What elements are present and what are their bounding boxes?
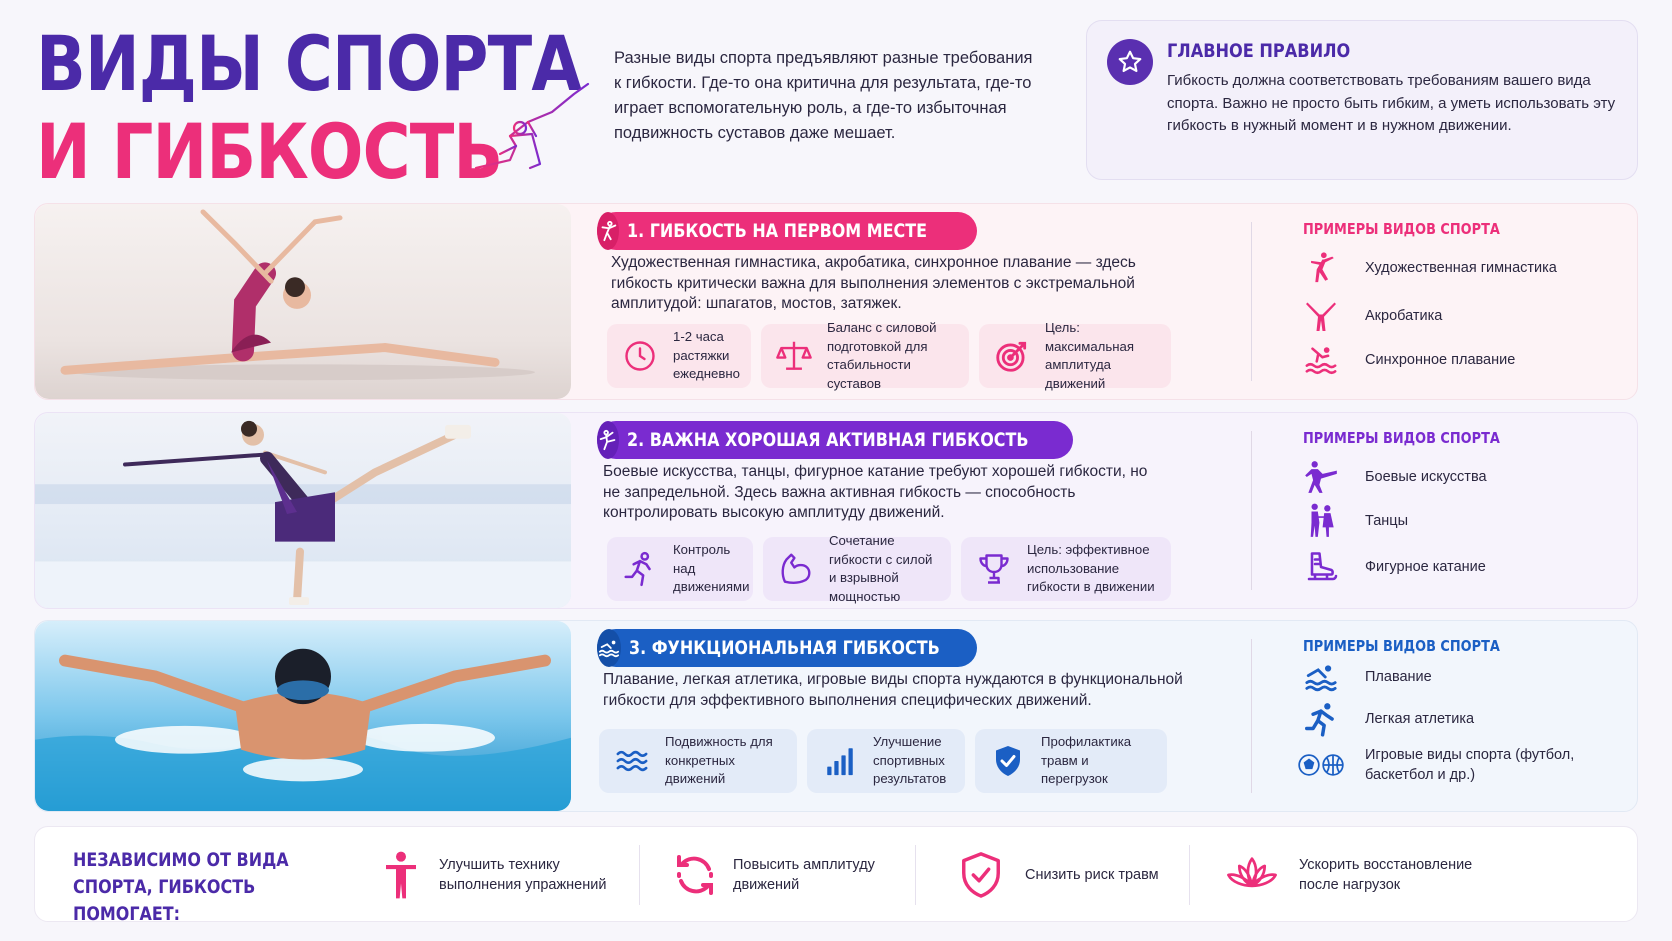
main-rule-card: [1086, 20, 1638, 180]
benefit-text: Ускорить восстановление после нагрузок: [1299, 857, 1473, 893]
feature-list: [607, 320, 1171, 391]
feature-card: [599, 729, 797, 793]
shield-check-icon: [985, 738, 1031, 784]
feature-text: Контроль над движениями: [673, 542, 750, 595]
lotus-icon: [1223, 849, 1281, 901]
section-title: 3. ФУНКЦИОНАЛЬНАЯ ГИБКОСТЬ: [629, 637, 940, 659]
title-line-1: ВИДЫ СПОРТА: [36, 19, 582, 108]
section-title-pill: [597, 629, 977, 667]
example-text: Фигурное катание: [1365, 559, 1486, 575]
section-description: Художественная гимнастика, акробатика, синхронное плавание — здесь гибкость критически важна для выполнения элементов с экстремальной амплитудой: шпагатов, мостов, затяжек.: [611, 254, 1136, 312]
section-title-pill: [597, 421, 1073, 459]
example-text: Танцы: [1365, 513, 1409, 529]
divider: [639, 845, 640, 905]
example-item: [1297, 501, 1408, 541]
benefit-item: [671, 827, 911, 923]
feature-text: Подвижность для конкретных движений: [665, 734, 773, 787]
divider: [1189, 845, 1190, 905]
balls-icon: [1297, 745, 1345, 785]
section-functional-flexibility: [34, 620, 1638, 812]
benefit-text: Повысить амплитуду движений: [733, 857, 875, 893]
figure-skater-photo: [35, 413, 571, 608]
feature-text: Улучшение спортивных результатов: [873, 734, 947, 787]
feature-text: Цель: эффективное использование гибкости в движении: [1027, 542, 1155, 595]
feature-card: [961, 537, 1171, 601]
feature-list: [599, 729, 1167, 793]
feature-card: [607, 537, 753, 601]
feature-text: Профилактика травм и перегрузок: [1041, 734, 1132, 787]
divider: [915, 845, 916, 905]
rule-title: ГЛАВНОЕ ПРАВИЛО: [1167, 40, 1351, 62]
feature-text: Баланс с силовой подготовкой для стабильности суставов: [827, 320, 937, 391]
example-text: Плавание: [1365, 669, 1432, 685]
example-text: Художественная гимнастика: [1365, 260, 1557, 276]
example-item: [1297, 657, 1432, 697]
example-text: Легкая атлетика: [1365, 711, 1475, 727]
examples-title: ПРИМЕРЫ ВИДОВ СПОРТА: [1303, 220, 1500, 238]
example-text: Игровые виды спорта (футбол, баскетбол и др.): [1365, 747, 1575, 783]
feature-card: [607, 324, 751, 388]
person-icon: [381, 849, 421, 901]
benefit-text: Улучшить технику выполнения упражнений: [439, 857, 607, 893]
section-description: Боевые искусства, танцы, фигурное катание требуют хорошей гибкости, но не запредельной. Здесь важна активная гибкость — способность контролировать высокую амплитуду движений.: [603, 463, 1148, 521]
divider: [1251, 431, 1252, 590]
example-item: [1297, 457, 1487, 497]
examples-title: ПРИМЕРЫ ВИДОВ СПОРТА: [1303, 637, 1500, 655]
example-item: [1297, 699, 1474, 739]
acrobatics-icon: [1297, 296, 1345, 336]
clock-icon: [617, 333, 663, 379]
example-item: [1297, 296, 1442, 336]
rhythmic-gymnastics-icon: [1297, 248, 1345, 288]
example-item: [1297, 248, 1557, 288]
section-title-pill: [597, 212, 977, 250]
trophy-icon: [971, 546, 1017, 592]
swimming-icon: [1297, 657, 1345, 697]
feature-card: [975, 729, 1167, 793]
example-text: Боевые искусства: [1365, 469, 1487, 485]
feature-text: Сочетание гибкости с силой и взрывной мощностью: [829, 533, 933, 604]
scales-icon: [771, 333, 817, 379]
dancer-icon: [597, 421, 619, 459]
martial-arts-icon: [1297, 457, 1345, 497]
athletics-runner-icon: [1297, 699, 1345, 739]
feature-card: [979, 320, 1171, 391]
section-title: 2. ВАЖНА ХОРОШАЯ АКТИВНАЯ ГИБКОСТЬ: [627, 429, 1029, 451]
benefit-text: Снизить риск травм: [1025, 867, 1159, 883]
title-line-2: И ГИБКОСТЬ: [36, 107, 503, 196]
benefits-title: НЕЗАВИСИМО ОТ ВИДА СПОРТА, ГИБКОСТЬ ПОМОГАЕТ:: [73, 849, 289, 925]
example-item: [1297, 340, 1515, 380]
section-flexibility-first: [34, 203, 1638, 400]
gymnast-photo: [35, 204, 571, 399]
benefit-item: [381, 827, 631, 923]
benefit-item: [955, 827, 1175, 923]
muscle-icon: [773, 546, 819, 592]
feature-text: 1-2 часа растяжки ежедневно: [673, 329, 740, 382]
synchronized-swimming-icon: [1297, 340, 1345, 380]
swimmer-photo: [35, 621, 571, 811]
feature-card: [761, 320, 969, 391]
bar-chart-icon: [817, 738, 863, 784]
example-text: Синхронное плавание: [1365, 352, 1516, 368]
benefits-bar: [34, 826, 1638, 925]
running-icon: [617, 546, 663, 592]
waves-icon: [609, 738, 655, 784]
feature-card: [807, 729, 965, 793]
example-item: [1297, 547, 1486, 587]
swimming-icon: [597, 629, 621, 667]
divider: [1251, 639, 1252, 793]
feature-card: [763, 533, 951, 604]
examples-title: ПРИМЕРЫ ВИДОВ СПОРТА: [1303, 429, 1500, 447]
feature-text: Цель: максимальная амплитуда движений: [1045, 320, 1135, 391]
shield-check-icon: [955, 849, 1007, 901]
target-icon: [989, 333, 1035, 379]
feature-list: [607, 533, 1171, 604]
section-description: Плавание, легкая атлетика, игровые виды спорта нуждаются в функциональной гибкости для эффективного выполнения специфических движений.: [603, 671, 1183, 709]
benefit-item: [1223, 827, 1513, 923]
example-item: [1297, 745, 1637, 785]
ice-skate-icon: [1297, 547, 1345, 587]
dance-couple-icon: [1297, 501, 1345, 541]
section-title: 1. ГИБКОСТЬ НА ПЕРВОМ МЕСТЕ: [627, 220, 928, 242]
stretching-figure-icon: [470, 76, 596, 182]
rule-text: Гибкость должна соответствовать требованиям вашего вида спорта. Важно не просто быть гибким, а уметь использовать эту гибкость в нужный момент и в нужном движении.: [1167, 72, 1616, 134]
section-active-flexibility: [34, 412, 1638, 609]
gymnast-icon: [597, 212, 619, 250]
intro-text: Разные виды спорта предъявляют разные требования к гибкости. Где-то она критична для результата, где-то играет вспомогательную роль, а где-то избыточная подвижность суставов даже мешает.: [614, 49, 1033, 142]
divider: [1251, 222, 1252, 381]
example-text: Акробатика: [1365, 308, 1443, 324]
cycle-arrows-icon: [671, 849, 719, 901]
star-icon: [1107, 39, 1153, 85]
